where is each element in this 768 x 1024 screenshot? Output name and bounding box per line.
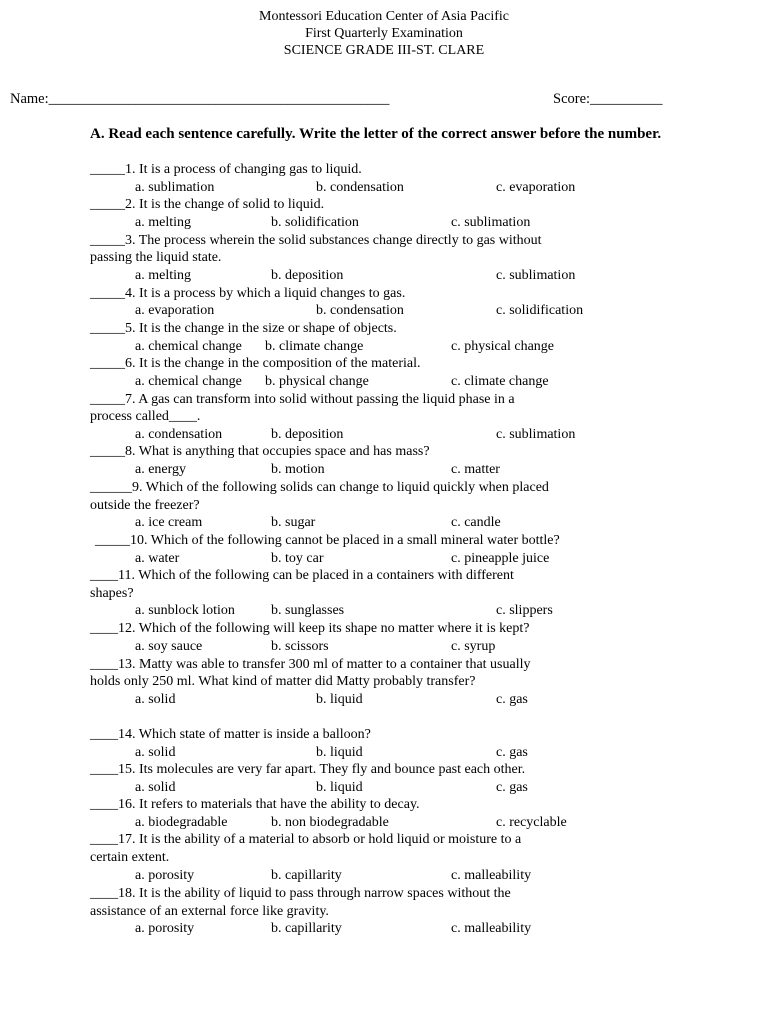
- question-8-option-a: a. energy: [135, 462, 187, 477]
- question-14-option-b: b. liquid: [316, 745, 363, 760]
- question-16-option-b: b. non biodegradable: [271, 815, 389, 830]
- question-3-option-b: b. deposition: [271, 268, 344, 283]
- question-6-option-a: a. chemical change: [135, 374, 242, 389]
- question-17-option-a: a. porosity: [135, 868, 195, 883]
- question-2: _____2. It is the change of solid to liquid.: [90, 197, 325, 212]
- question-12: ____12. Which of the following will keep its shape no matter where it is kept?: [90, 621, 530, 636]
- question-1-option-b: b. condensation: [316, 180, 404, 195]
- question-14: ____14. Which state of matter is inside a balloon?: [90, 727, 371, 742]
- question-2-option-b: b. solidification: [271, 215, 359, 230]
- question-15: ____15. Its molecules are very far apart. They fly and bounce past each other.: [90, 762, 526, 777]
- question-4-option-b: b. condensation: [316, 303, 404, 318]
- question-15-option-b: b. liquid: [316, 780, 363, 795]
- question-10-option-b: b. toy car: [271, 551, 324, 566]
- question-6-option-c: c. climate change: [451, 374, 549, 389]
- question-1-option-c: c. evaporation: [496, 180, 576, 195]
- question-9-option-b: b. sugar: [271, 515, 316, 530]
- question-7-continued: process called____.: [90, 409, 201, 424]
- question-2-option-a: a. melting: [135, 215, 191, 230]
- question-18-continued: assistance of an external force like gravity.: [90, 904, 329, 919]
- question-11: ____11. Which of the following can be placed in a containers with different: [90, 568, 514, 583]
- question-1: _____1. It is a process of changing gas to liquid.: [90, 162, 362, 177]
- question-10-option-a: a. water: [135, 551, 180, 566]
- question-7-option-c: c. sublimation: [496, 427, 576, 442]
- question-8-option-c: c. matter: [451, 462, 500, 477]
- question-15-option-c: c. gas: [496, 780, 528, 795]
- question-14-option-a: a. solid: [135, 745, 176, 760]
- question-7-option-b: b. deposition: [271, 427, 344, 442]
- exam-title: First Quarterly Examination: [305, 26, 463, 41]
- score-field[interactable]: Score:__________: [553, 91, 663, 107]
- question-4-option-a: a. evaporation: [135, 303, 215, 318]
- question-3-option-a: a. melting: [135, 268, 191, 283]
- question-12-option-c: c. syrup: [451, 639, 496, 654]
- name-field[interactable]: Name:_______________________________________________: [10, 91, 390, 107]
- question-13: ____13. Matty was able to transfer 300 ml of matter to a container that usually: [90, 657, 531, 672]
- question-16: ____16. It refers to materials that have the ability to decay.: [90, 797, 420, 812]
- question-3: _____3. The process wherein the solid substances change directly to gas without: [90, 233, 542, 248]
- question-15-option-a: a. solid: [135, 780, 176, 795]
- question-11-option-a: a. sunblock lotion: [135, 603, 235, 618]
- question-13-option-a: a. solid: [135, 692, 176, 707]
- question-7-option-a: a. condensation: [135, 427, 223, 442]
- question-18-option-a: a. porosity: [135, 921, 195, 936]
- question-17: ____17. It is the ability of a material to absorb or hold liquid or moisture to a: [90, 832, 522, 847]
- school-name: Montessori Education Center of Asia Pacific: [259, 9, 509, 24]
- question-6: _____6. It is the change in the composition of the material.: [90, 356, 421, 371]
- question-16-option-a: a. biodegradable: [135, 815, 228, 830]
- question-10-option-c: c. pineapple juice: [451, 551, 550, 566]
- question-9-option-c: c. candle: [451, 515, 501, 530]
- question-4: _____4. It is a process by which a liquid changes to gas.: [90, 286, 406, 301]
- question-3-option-c: c. sublimation: [496, 268, 576, 283]
- question-11-option-b: b. sunglasses: [271, 603, 345, 618]
- question-3-continued: passing the liquid state.: [90, 250, 222, 265]
- question-11-continued: shapes?: [90, 586, 134, 601]
- question-4-option-c: c. solidification: [496, 303, 584, 318]
- question-10: _____10. Which of the following cannot be placed in a small mineral water bottle?: [95, 533, 560, 548]
- question-8: _____8. What is anything that occupies space and has mass?: [90, 444, 430, 459]
- question-17-option-c: c. malleability: [451, 868, 532, 883]
- question-5: _____5. It is the change in the size or shape of objects.: [90, 321, 397, 336]
- question-6-option-b: b. physical change: [265, 374, 369, 389]
- subject-title: SCIENCE GRADE III-ST. CLARE: [283, 43, 485, 58]
- question-5-option-c: c. physical change: [451, 339, 555, 354]
- question-9: ______9. Which of the following solids can change to liquid quickly when placed: [90, 480, 549, 495]
- question-18-option-c: c. malleability: [451, 921, 532, 936]
- question-7: _____7. A gas can transform into solid without passing the liquid phase in a: [90, 392, 515, 407]
- question-5-option-a: a. chemical change: [135, 339, 242, 354]
- question-12-option-a: a. soy sauce: [135, 639, 203, 654]
- question-14-option-c: c. gas: [496, 745, 528, 760]
- question-13-continued: holds only 250 ml. What kind of matter did Matty probably transfer?: [90, 674, 476, 689]
- question-2-option-c: c. sublimation: [451, 215, 531, 230]
- question-13-option-c: c. gas: [496, 692, 528, 707]
- question-18: ____18. It is the ability of liquid to pass through narrow spaces without the: [90, 886, 511, 901]
- question-13-option-b: b. liquid: [316, 692, 363, 707]
- question-16-option-c: c. recyclable: [496, 815, 567, 830]
- name-score-row: [10, 91, 690, 108]
- question-18-option-b: b. capillarity: [271, 921, 342, 936]
- question-9-continued: outside the freezer?: [90, 498, 200, 513]
- question-1-option-a: a. sublimation: [135, 180, 215, 195]
- question-12-option-b: b. scissors: [271, 639, 329, 654]
- question-17-continued: certain extent.: [90, 850, 170, 865]
- section-a-instructions: A. Read each sentence carefully. Write the letter of the correct answer before the number.: [90, 126, 662, 142]
- question-9-option-a: a. ice cream: [135, 515, 203, 530]
- question-5-option-b: b. climate change: [265, 339, 364, 354]
- question-8-option-b: b. motion: [271, 462, 325, 477]
- question-11-option-c: c. slippers: [496, 603, 553, 618]
- question-17-option-b: b. capillarity: [271, 868, 342, 883]
